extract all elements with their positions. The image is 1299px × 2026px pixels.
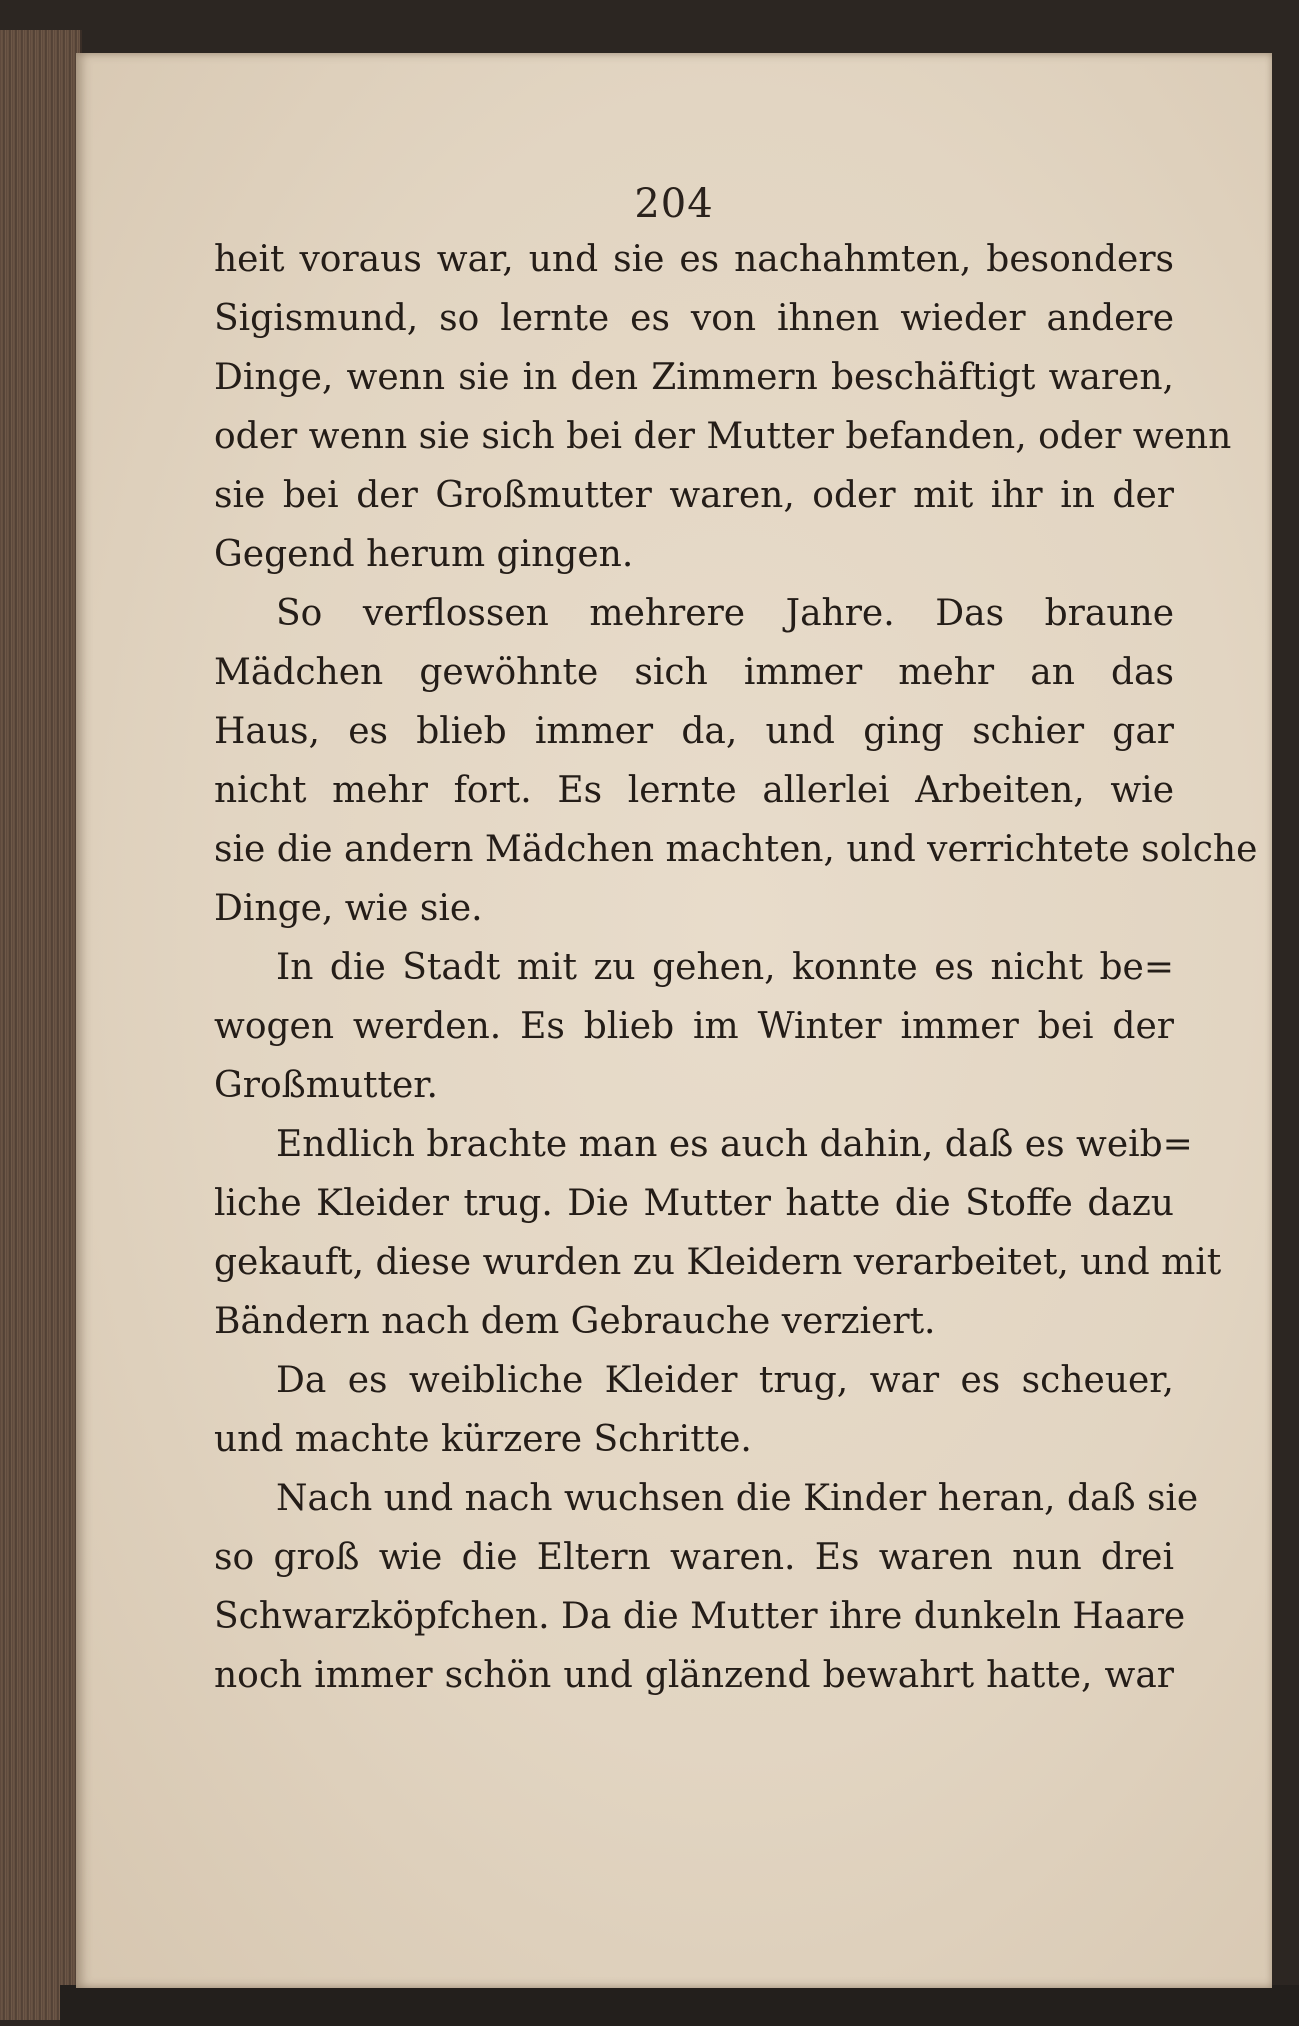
book-cover-edge (60, 1985, 1299, 2026)
text-line: wogen werden. Es blieb im Winter immer bei der (214, 1006, 1174, 1047)
text-line: Dinge, wie sie. (214, 888, 483, 929)
text-line: liche Kleider trug. Die Mutter hatte die Stoffe dazu (214, 1183, 1174, 1224)
text-line: Gegend herum gingen. (214, 534, 634, 575)
text-line: und machte kürzere Schritte. (214, 1419, 752, 1460)
text-line: Schwarzköpfchen. Da die Mutter ihre dunkeln Haare (214, 1596, 1186, 1637)
text-line: Endlich brachte man es auch dahin, daß es weib= (276, 1124, 1193, 1165)
text-line: Großmutter. (214, 1065, 438, 1106)
text-line: noch immer schön und glänzend bewahrt hatte, war (214, 1655, 1174, 1696)
text-line: Dinge, wenn sie in den Zimmern beschäftigt waren, (214, 357, 1174, 398)
text-line: so groß wie die Eltern waren. Es waren nun drei (214, 1537, 1174, 1578)
body-text (214, 230, 1258, 1705)
text-line: So verflossen mehrere Jahre. Das braune (276, 593, 1174, 634)
book-page-edges (0, 30, 82, 2020)
text-line: sie bei der Großmutter waren, oder mit ihr in der (214, 475, 1174, 516)
text-line: Nach und nach wuchsen die Kinder heran, daß sie (276, 1478, 1199, 1519)
text-line: Mädchen gewöhnte sich immer mehr an das (214, 652, 1174, 693)
page-number: 204 (634, 181, 714, 227)
text-line: nicht mehr fort. Es lernte allerlei Arbeiten, wie (214, 770, 1174, 811)
text-line: oder wenn sie sich bei der Mutter befanden, oder wenn (214, 416, 1232, 457)
text-line: In die Stadt mit zu gehen, konnte es nicht be= (276, 947, 1174, 988)
text-line: Haus, es blieb immer da, und ging schier gar (214, 711, 1174, 752)
text-line: Bändern nach dem Gebrauche verziert. (214, 1301, 936, 1342)
text-line: sie die andern Mädchen machten, und verrichtete solche (214, 829, 1258, 870)
text-line: Da es weibliche Kleider trug, war es scheuer, (276, 1360, 1174, 1401)
text-line: Sigismund, so lernte es von ihnen wieder andere (214, 298, 1174, 339)
text-line: gekauft, diese wurden zu Kleidern verarbeitet, und mit (214, 1242, 1222, 1283)
text-line: heit voraus war, und sie es nachahmten, besonders (214, 239, 1174, 280)
